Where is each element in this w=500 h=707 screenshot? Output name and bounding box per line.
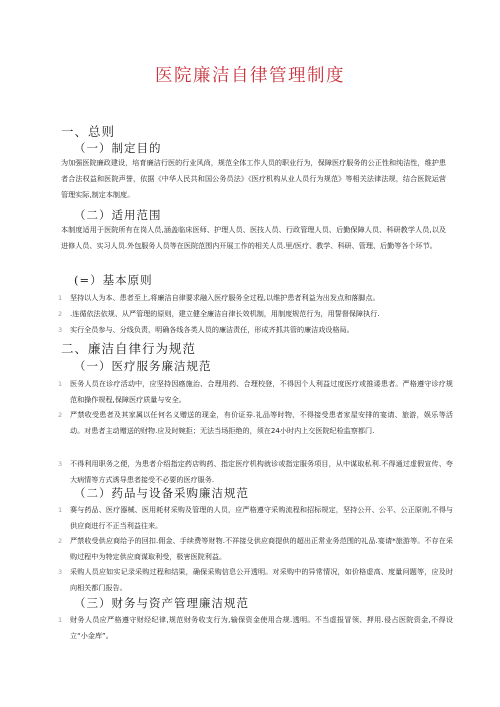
list-number: 1	[58, 616, 63, 624]
list-item	[58, 322, 453, 338]
list-text: .连循依法依规、从严管理的原则，建立健全廉洁自律长效机制，用制度规范行为，用誓督保障执行.	[70, 309, 380, 318]
section-heading-conduct: 二、廉洁自律行为规范	[61, 341, 197, 356]
list-item	[58, 533, 453, 565]
subsection-heading-purpose: （一）制定目的	[74, 141, 162, 155]
list-item	[58, 376, 453, 408]
list-number: 3	[58, 326, 63, 334]
list-number: 3	[58, 568, 63, 576]
list-text: 采购人员应如实记录采购过程和结果，确保采购信息公开透明。对采购中的异常情况，如价格虚高、度量问题等，应及时向相关都门报告。	[70, 567, 453, 593]
list-item	[58, 290, 453, 306]
list-item	[58, 456, 453, 488]
list-item	[58, 407, 453, 439]
subsection-heading-finance: （三）财务与资产管理廉洁规范	[74, 596, 249, 610]
list-text: 严禁收受患者及其家属以任何名义赠送的现金，有价证券.礼品等时物，不得接受患者家屋安排的宴请、旅游，娱乐等活动。对患者主动赠送的财物.应及时婉拒；无法当场拒绝的，须在24小时内上交医院纪检监察都门.	[70, 410, 453, 436]
list-number: 2	[58, 411, 63, 419]
list-text: 严禁收受供应商给予的回扣.佣金、手续费等财物.不祥接殳供应商提供的超出正常业务范围的礼品.宴请*旅游等。不存在采购过程中为特定供应商谋取利受，极害医院利益。	[70, 536, 453, 562]
list-number: 1	[58, 294, 63, 302]
subsection-heading-scope: （二）适用范围	[74, 208, 162, 222]
scope-paragraph: 本制度适用于医院所有在岗人员,涵盖临床医师、护理人员、医技人员、行政管理人员、后勤保障人员、科研教学人员,以及进修人员、实习人员.外包服务人员等在医院范围内开展工作的相关人员.里/医疗、教学、科研、管理、后勤等各个环节。	[61, 225, 446, 251]
list-number: 1	[58, 506, 63, 514]
list-text: 不得利用职务之便，为患者介绍指定药店购药、指定医疗机构就诊或指定服务项目，从中谋取私利.不得通过虚假宣传、夸大病情等方式诱导患者接受不必要的医疗服务.	[70, 459, 453, 485]
list-item	[58, 612, 453, 644]
list-text: 实行全员参与、分线负责，明确各线各类人员的廉洁责任，形成齐抓共管的廉洁戏设格局。	[70, 325, 354, 334]
subsection-heading-principles: (=）基本原则	[74, 273, 153, 287]
list-number: 2	[58, 537, 63, 545]
list-text: 赛与药品、医疗器械、医用耗材采购及管理的人员，应严格遵守采购流程和招标规定，坚持公开、公平、公正原则,不得与供应商进行不正当利益往来。	[70, 505, 453, 531]
list-text: 坚持以人为本、患者至上,将廉洁自律要求融入医疗服务全过程,以维护患者利益为出发点和落脚点。	[70, 293, 380, 302]
list-item	[58, 564, 453, 596]
list-number: 1	[58, 380, 63, 388]
subsection-heading-medical-service: （一）医疗服务廉洁规范	[74, 359, 212, 373]
list-number: 3	[58, 460, 63, 468]
subsection-heading-procurement: （二）药品与设备采购廉洁规范	[74, 486, 249, 500]
list-text: 医务人员在诊疗活动中，应坚持因癌施治、合理用药、合理校登，不得因个人利益过度医疗或推诿患者。严格遵守诊疗规范和操作规程,保障医疗质量与安全。	[70, 379, 453, 405]
list-item	[58, 502, 453, 534]
document-title: 医院廉洁自律管理制度	[155, 66, 345, 86]
list-text: 财务人员应严格遵守财经纪律,规范财务收支行为,输保资金使用合规.透明。不当虚报冒领、押用.侵占医院资金,不得设立“小金库”。	[70, 615, 453, 641]
list-item	[58, 306, 453, 322]
purpose-paragraph: 为加强医院廉政建设，培育廉洁行医的行业风尚，规范全体工作人员的职业行为，保障医疗服务的公正性和纯洁性，维护患者合法权益和医院声誉，依据《中华人民共和国公务员法》《医疗机构从业人员行为规范》等相关法律法规，结合医院运营管理实际,制定本制度。	[61, 158, 446, 200]
list-number: 2	[58, 310, 63, 318]
section-heading-general: 一、总则	[61, 124, 116, 139]
